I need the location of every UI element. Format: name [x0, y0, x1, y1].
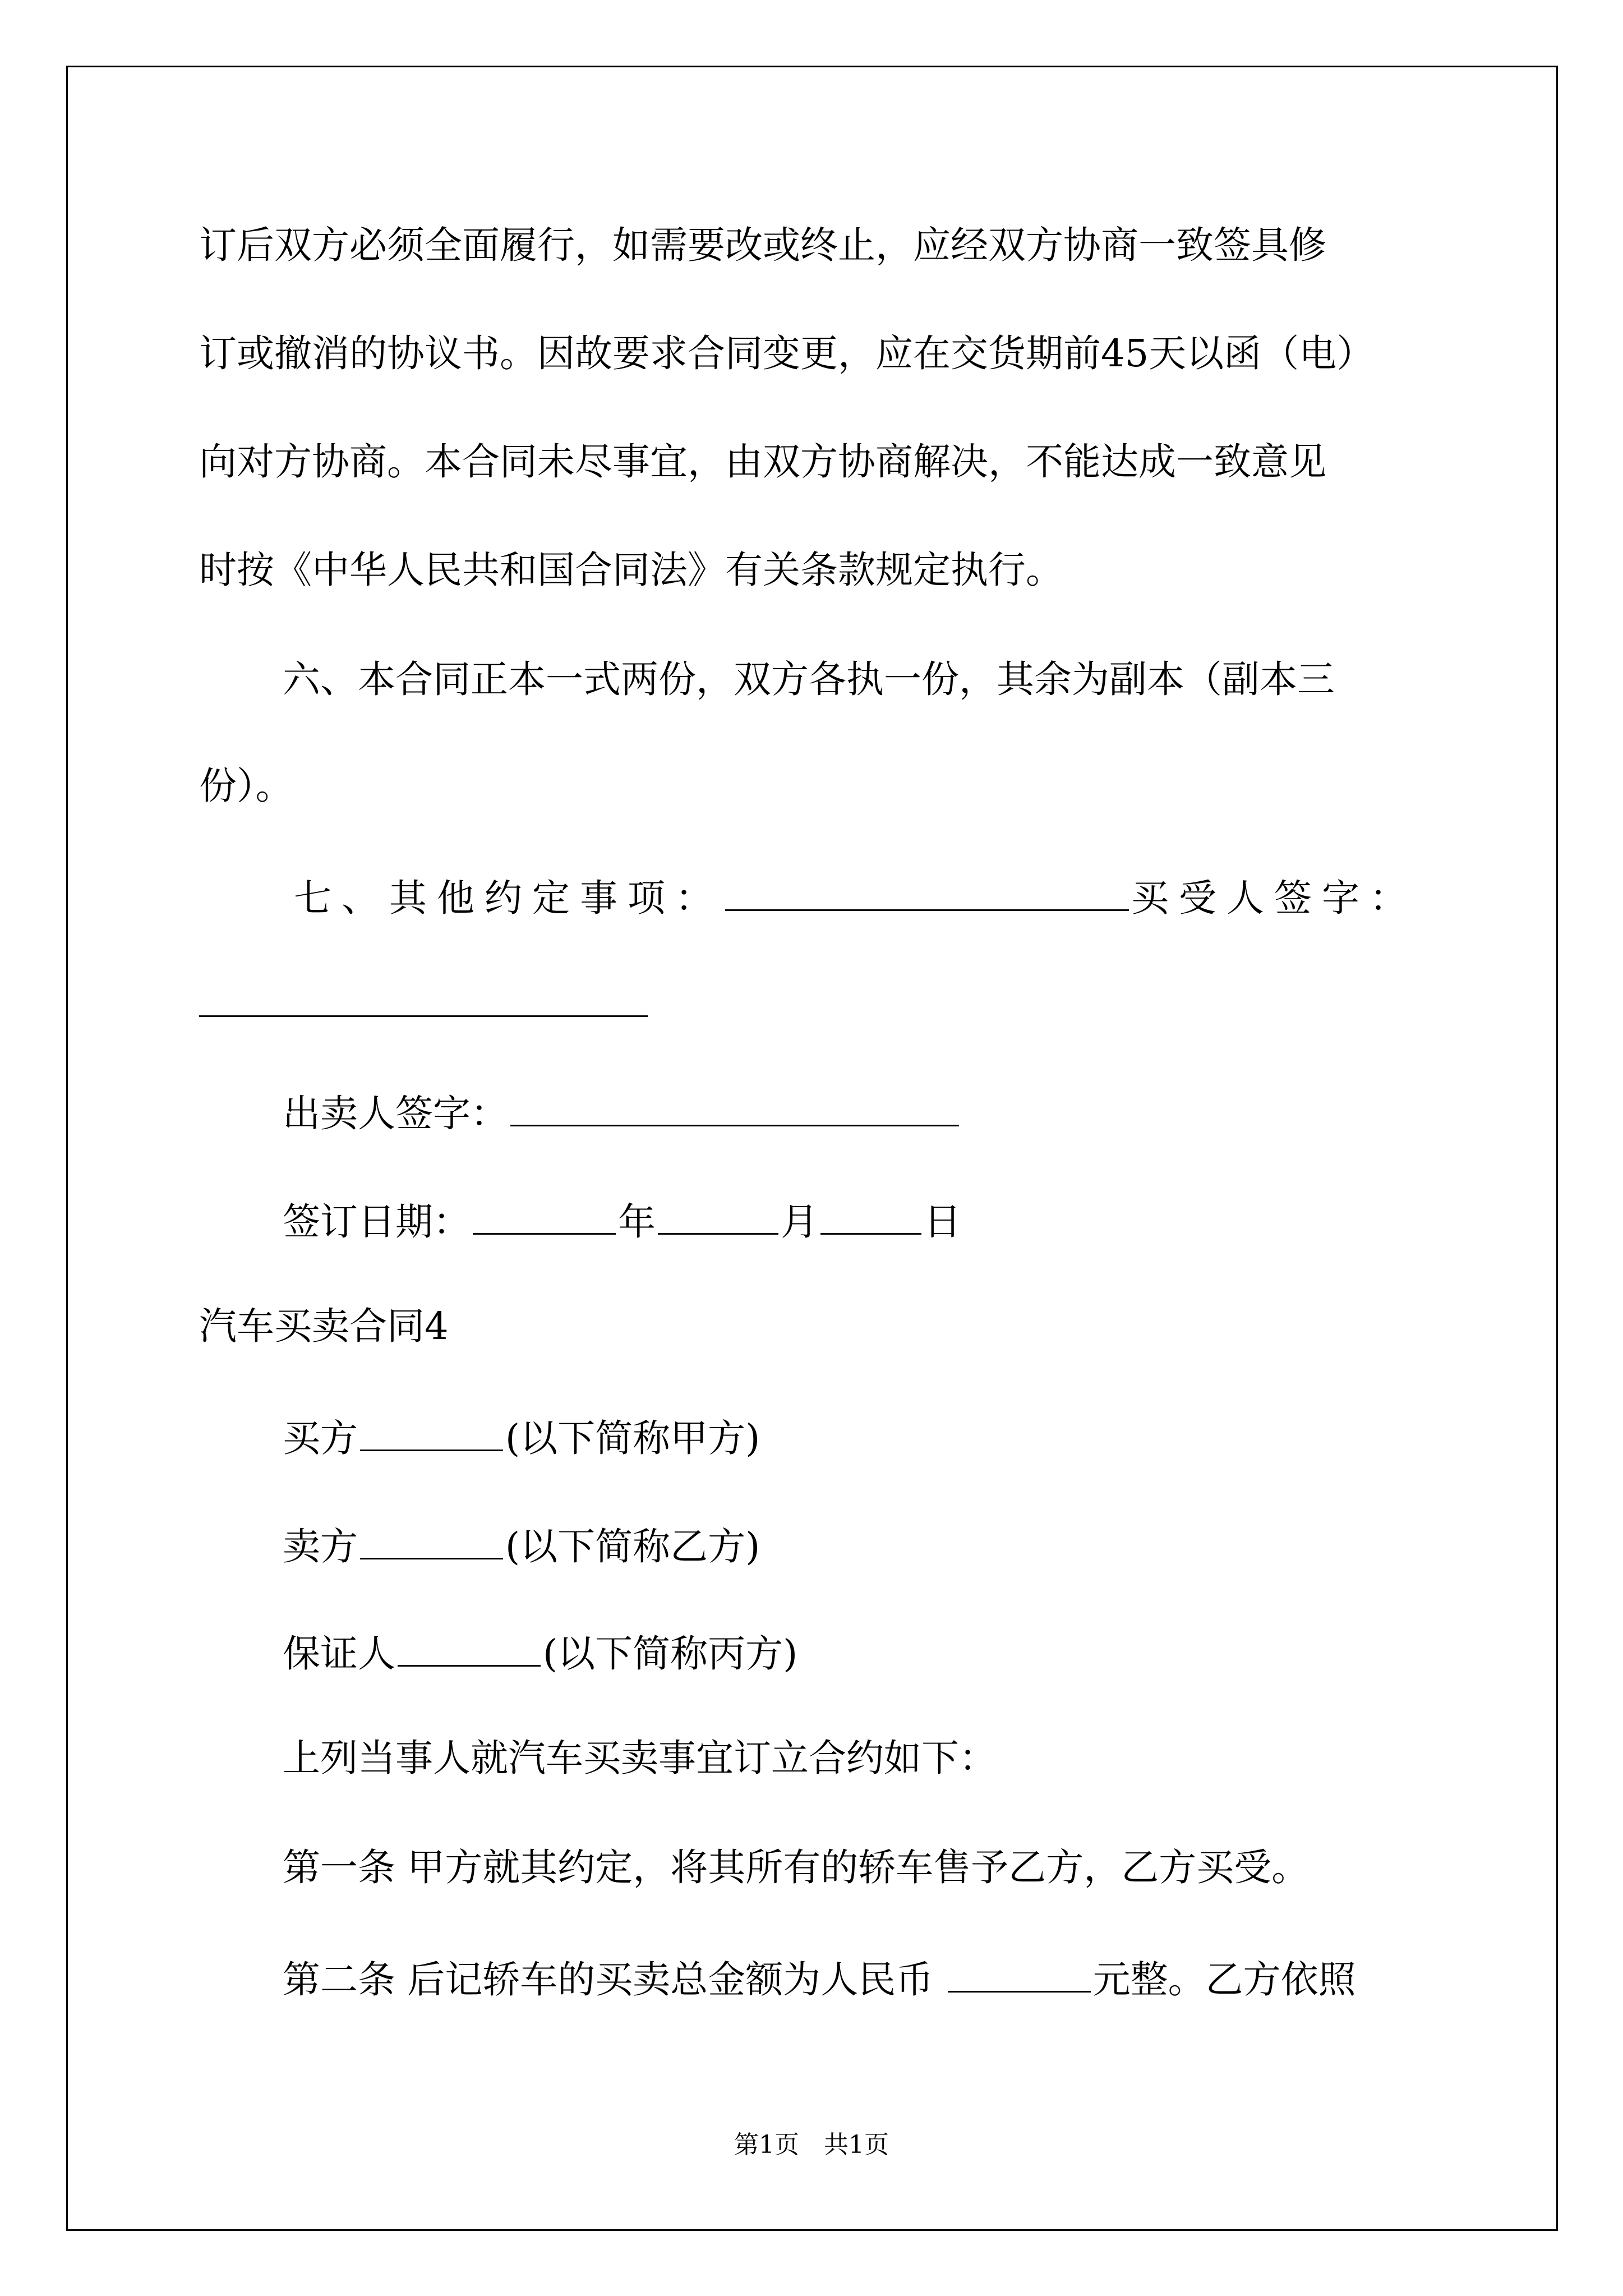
preamble: 上列当事人就汽车买卖事宜订立合约如下： [283, 1736, 997, 1780]
page-number: 第1页 共1页 [734, 2131, 889, 2159]
party-guarantor-role: 保证人 [283, 1632, 395, 1676]
party-buyer-blank[interactable] [360, 1416, 503, 1451]
clause-6-line-1: 六、本合同正本一式两份，双方各执一份，其余为副本（副本三 [283, 657, 1335, 701]
article-2-prefix: 第二条 后记轿车的买卖总金额为人民币 [283, 1958, 946, 2001]
seller-signature-label: 出卖人签字： [283, 1092, 508, 1135]
body-line-4: 时按《中华人民共和国合同法》有关条款规定执行。 [199, 548, 1063, 592]
seller-signature-blank[interactable] [510, 1091, 959, 1126]
party-seller-role: 卖方 [283, 1525, 358, 1568]
clause-6-line-2: 份）。 [199, 764, 293, 808]
article-2 [283, 1957, 1356, 1999]
sign-date-label: 签订日期： [283, 1200, 471, 1244]
party-seller-blank[interactable] [360, 1524, 503, 1559]
page-border [66, 66, 1558, 2231]
body-line-2: 订或撤消的协议书。因故要求合同变更，应在交货期前45天以函（电） [199, 332, 1375, 375]
other-terms-blank[interactable] [725, 876, 1129, 911]
sign-day-label: 日 [924, 1200, 961, 1244]
party-guarantor-line [283, 1631, 798, 1676]
sign-year-label: 年 [618, 1200, 656, 1244]
sign-year-blank[interactable] [473, 1199, 616, 1235]
buyer-signature-line [199, 982, 648, 1023]
article-1: 第一条 甲方就其约定，将其所有的轿车售予乙方，乙方买受。 [283, 1846, 1310, 1889]
party-seller-suffix: (以下简称乙方) [505, 1525, 760, 1568]
seller-signature-line [283, 1091, 961, 1133]
sign-month-label: 月 [781, 1200, 818, 1244]
other-terms-line [294, 876, 1417, 920]
sign-day-blank[interactable] [820, 1199, 921, 1235]
party-guarantor-blank[interactable] [398, 1631, 541, 1667]
sign-month-blank[interactable] [658, 1199, 778, 1235]
buyer-signature-label: 买受人签字： [1131, 876, 1417, 920]
party-buyer-role: 买方 [283, 1416, 358, 1460]
contract-title: 汽车买卖合同4 [199, 1304, 449, 1348]
other-terms-label: 七、其他约定事项： [294, 876, 723, 920]
party-seller-line [283, 1524, 760, 1566]
article-2-suffix: 元整。乙方依照 [1092, 1958, 1356, 2001]
buyer-signature-blank[interactable] [199, 982, 648, 1017]
party-buyer-suffix: (以下简称甲方) [505, 1416, 760, 1460]
party-guarantor-suffix: (以下简称丙方) [543, 1632, 798, 1676]
sign-date-line [283, 1199, 961, 1244]
party-buyer-line [283, 1416, 760, 1460]
body-line-3: 向对方协商。本合同未尽事宜，由双方协商解决，不能达成一致意见 [199, 440, 1326, 484]
article-2-amount-blank[interactable] [948, 1957, 1091, 1993]
body-line-1: 订后双方必须全面履行，如需要改或终止，应经双方协商一致签具修 [199, 223, 1326, 267]
